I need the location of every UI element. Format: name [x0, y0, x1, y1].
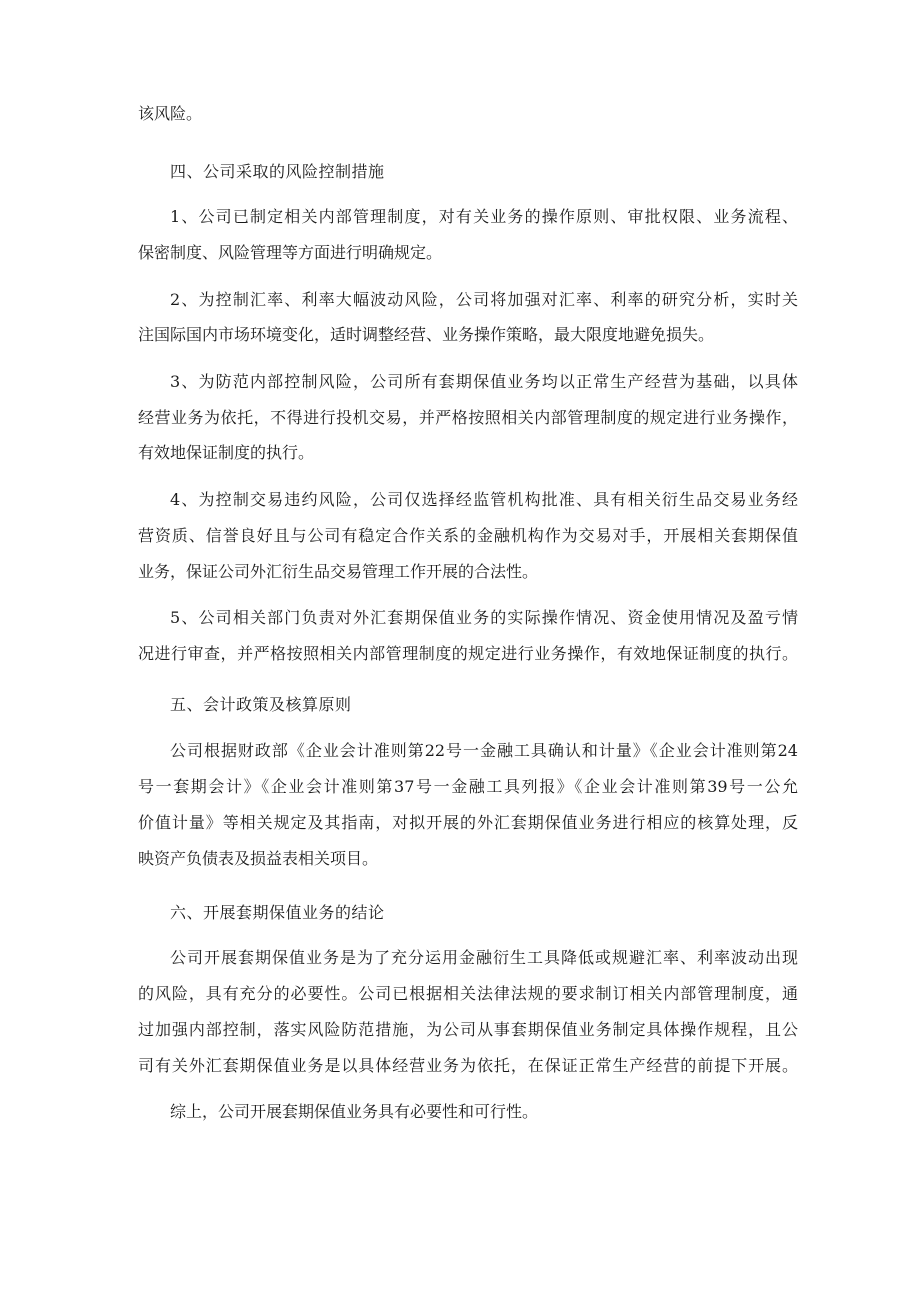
measure-5-line-2: 况进行审查，并严格按照相关内部管理制度的规定进行业务操作，有效地保证制度的执行。 — [138, 644, 798, 663]
measure-4-line-1: 4、为控制交易违约风险，公司仅选择经监管机构批准、具有相关衍生品交易业务经 — [170, 490, 798, 509]
accounting-line-3: 价值计量》等相关规定及其指南，对拟开展的外汇套期保值业务进行相应的核算处理，反 — [138, 813, 798, 832]
measure-2-line-2: 注国际国内市场环境变化，适时调整经营、业务操作策略，最大限度地避免损失。 — [138, 325, 715, 344]
measure-3-line-2: 经营业务为依托，不得进行投机交易，并严格按照相关内部管理制度的规定进行业务操作， — [138, 408, 798, 427]
measure-4-line-2: 营资质、信誉良好且与公司有稳定合作关系的金融机构作为交易对手，开展相关套期保值 — [138, 526, 798, 545]
conclusion-line-1: 公司开展套期保值业务是为了充分运用金融衍生工具降低或规避汇率、利率波动出现 — [170, 948, 798, 967]
section-heading-5: 五、会计政策及核算原则 — [170, 695, 352, 714]
measure-3-line-1: 3、为防范内部控制风险，公司所有套期保值业务均以正常生产经营为基础，以具体 — [170, 372, 798, 391]
paragraph-continuation: 该风险。 — [138, 104, 203, 123]
accounting-line-1: 公司根据财政部《企业会计准则第22号一金融工具确认和计量》《企业会计准则第24 — [170, 741, 798, 760]
accounting-line-4: 映资产负债表及损益表相关项目。 — [138, 849, 379, 868]
measure-1-line-1: 1、公司已制定相关内部管理制度，对有关业务的操作原则、审批权限、业务流程、 — [170, 207, 798, 226]
measure-4-line-3: 业务，保证公司外汇衍生品交易管理工作开展的合法性。 — [138, 562, 539, 581]
conclusion-line-4: 司有关外汇套期保值业务是以具体经营业务为依托，在保证正常生产经营的前提下开展。 — [138, 1056, 798, 1075]
measure-2-line-1: 2、为控制汇率、利率大幅波动风险，公司将加强对汇率、利率的研究分析，实时关 — [170, 290, 798, 309]
section-heading-6: 六、开展套期保值业务的结论 — [170, 903, 385, 922]
conclusion-line-3: 过加强内部控制，落实风险防范措施，为公司从事套期保值业务制定具体操作规程，且公 — [138, 1020, 798, 1039]
summary-line: 综上，公司开展套期保值业务具有必要性和可行性。 — [170, 1102, 539, 1121]
accounting-line-2: 号一套期会计》《企业会计准则第37号一金融工具列报》《企业会计准则第39号一公允 — [138, 777, 798, 796]
conclusion-line-2: 的风险，具有充分的必要性。公司已根据相关法律法规的要求制订相关内部管理制度，通 — [138, 984, 798, 1003]
measure-1-line-2: 保密制度、风险管理等方面进行明确规定。 — [138, 243, 443, 262]
measure-5-line-1: 5、公司相关部门负责对外汇套期保值业务的实际操作情况、资金使用情况及盈亏情 — [170, 608, 798, 627]
measure-3-line-3: 有效地保证制度的执行。 — [138, 443, 315, 462]
section-heading-4: 四、公司采取的风险控制措施 — [170, 162, 385, 181]
